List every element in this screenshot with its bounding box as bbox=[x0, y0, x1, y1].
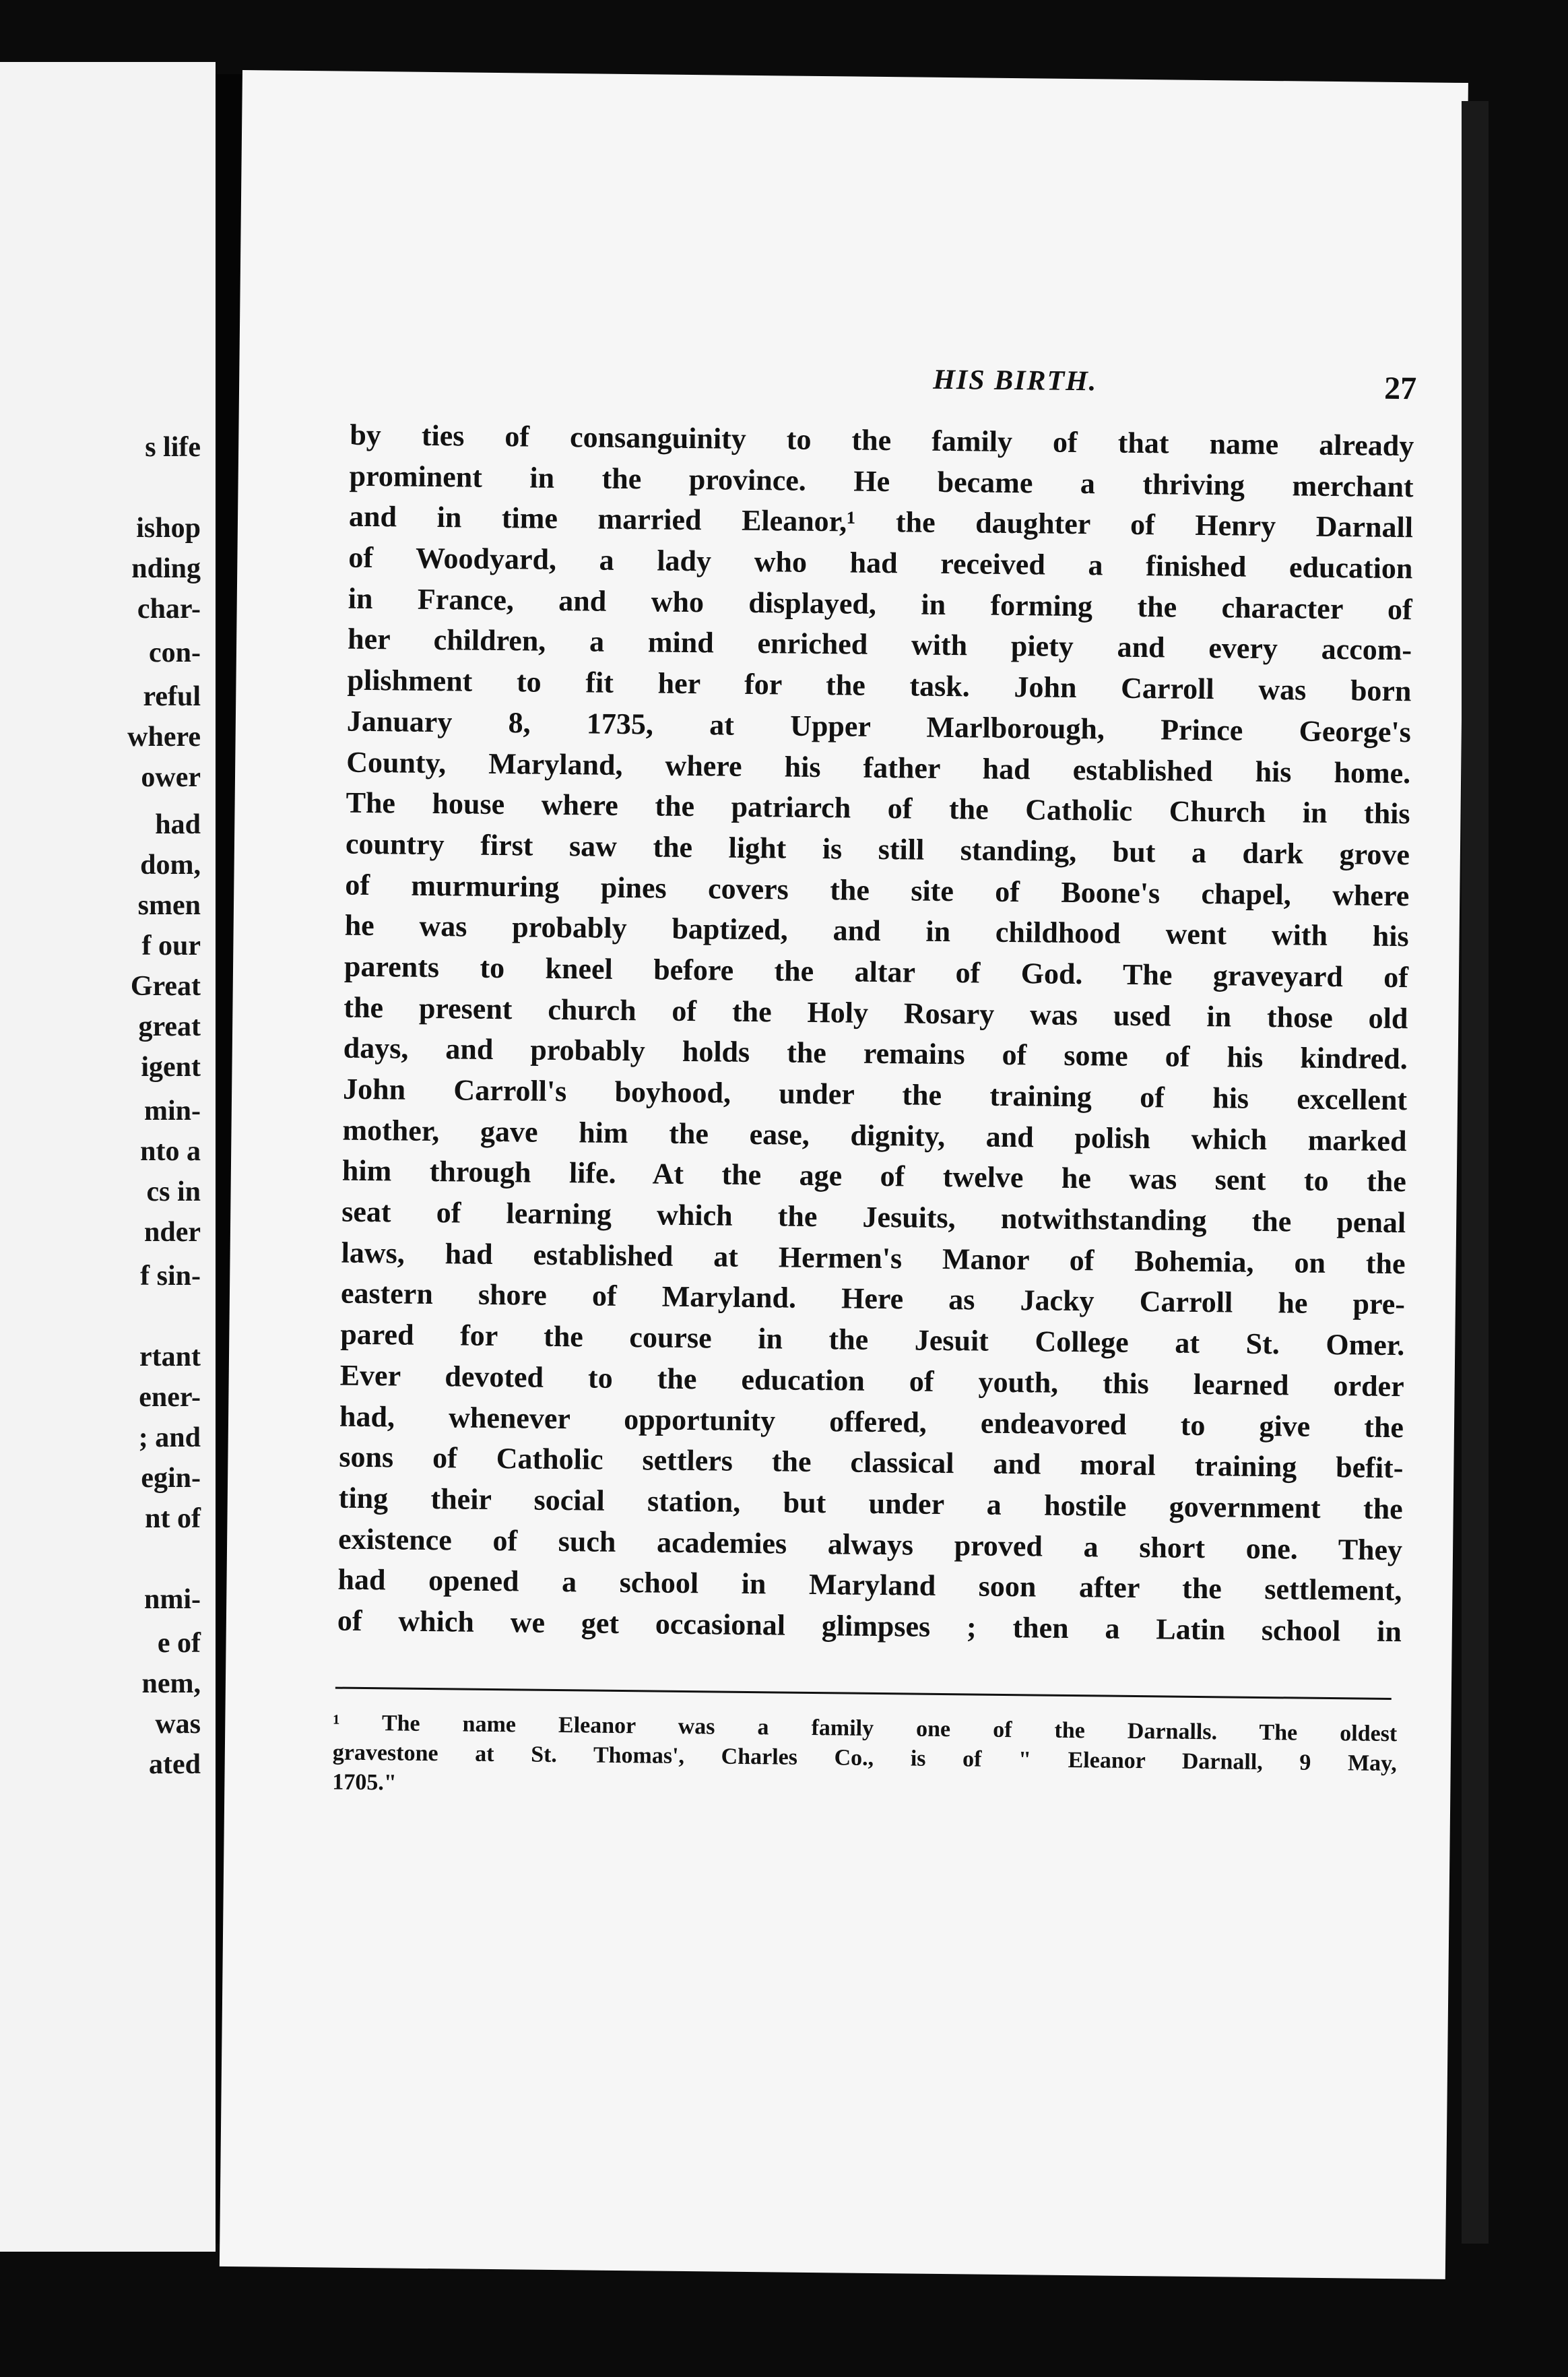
body-line: him through life. At the age of twelve he was sent to the bbox=[341, 1154, 1407, 1199]
left-page-fragment: f sin- bbox=[140, 1261, 201, 1292]
left-page-fragment: smen bbox=[137, 890, 201, 921]
body-line: ting their social station, but under a hostile government the bbox=[338, 1481, 1403, 1526]
body-line: her children, a mind enriched with piety and every accom- bbox=[347, 623, 1412, 667]
left-page-fragment: reful bbox=[143, 681, 201, 712]
body-line: of murmuring pines covers the site of Boone's chapel, where bbox=[345, 868, 1410, 912]
footnote-line: 1705." bbox=[332, 1769, 397, 1796]
left-page-fragment: ishop bbox=[136, 513, 201, 544]
left-page-fragment: e of bbox=[157, 1628, 201, 1659]
footnote-line: gravestone at St. Thomas', Charles Co., is of " Eleanor Darnall, 9 May, bbox=[332, 1740, 1397, 1777]
left-page-fragment: egin- bbox=[141, 1463, 201, 1494]
body-line: he was probably baptized, and in childhood went with his bbox=[344, 908, 1409, 953]
body-line: had opened a school in Maryland soon after the settlement, bbox=[337, 1562, 1402, 1608]
page-number: 27 bbox=[1383, 370, 1417, 407]
left-page-fragment: ener- bbox=[139, 1382, 201, 1413]
left-page-fragment: ower bbox=[141, 762, 201, 793]
body-line: County, Maryland, where his father had established his home. bbox=[346, 745, 1411, 790]
body-line: The house where the patriarch of the Catholic Church in this bbox=[346, 786, 1410, 831]
body-line: mother, gave him the ease, dignity, and polish which marked bbox=[342, 1113, 1407, 1158]
left-page-fragment: nmi- bbox=[144, 1584, 201, 1615]
body-line: of Woodyard, a lady who had received a finished education bbox=[348, 540, 1413, 585]
body-line: Ever devoted to the education of youth, this learned order bbox=[339, 1358, 1404, 1403]
left-page-fragment: cs in bbox=[146, 1176, 201, 1207]
body-line: and in time married Eleanor,¹ the daughter of Henry Darnall bbox=[348, 500, 1414, 544]
body-line: eastern shore of Maryland. Here as Jacky Carroll he pre- bbox=[340, 1277, 1406, 1321]
body-line: prominent in the province. He became a thriving merchant bbox=[349, 459, 1414, 503]
running-title: HIS BIRTH. bbox=[933, 364, 1098, 398]
body-text bbox=[337, 415, 1414, 1653]
left-page-fragment: igent bbox=[141, 1052, 201, 1083]
left-page-fragment: ated bbox=[149, 1749, 201, 1780]
left-page-fragment: Great bbox=[130, 971, 201, 1002]
left-page-fragment: where bbox=[127, 722, 201, 753]
body-line: in France, and who displayed, in forming the character of bbox=[348, 581, 1412, 626]
body-line: had, whenever opportunity offered, endeavored to give the bbox=[339, 1399, 1404, 1444]
left-page-fragment: dom, bbox=[140, 850, 201, 881]
body-line: January 8, 1735, at Upper Marlborough, Prince George's bbox=[346, 704, 1412, 749]
left-page-fragment: nt of bbox=[145, 1503, 201, 1534]
left-page-fragment: rtant bbox=[139, 1341, 201, 1372]
body-line: pared for the course in the Jesuit College at St. Omer. bbox=[340, 1317, 1405, 1362]
page-stack-edge bbox=[1462, 101, 1489, 2244]
body-line: by ties of consanguinity to the family of that name already bbox=[350, 418, 1414, 463]
left-page-fragment: great bbox=[138, 1011, 201, 1042]
body-line: seat of learning which the Jesuits, notwithstanding the penal bbox=[341, 1195, 1406, 1240]
left-page-fragment: ; and bbox=[138, 1422, 201, 1453]
body-line: sons of Catholic settlers the classical and moral training befit- bbox=[339, 1440, 1404, 1485]
body-line: existence of such academies always proved a short one. They bbox=[337, 1522, 1403, 1566]
footnote bbox=[332, 1709, 1397, 1809]
left-page-fragment: nder bbox=[144, 1217, 201, 1248]
left-page-fragment: was bbox=[155, 1709, 201, 1740]
left-page-fragment: f our bbox=[141, 930, 201, 961]
left-page-edge bbox=[0, 62, 216, 2252]
left-page-fragment: had bbox=[155, 809, 201, 840]
left-page-fragment: con- bbox=[149, 637, 201, 668]
left-page-fragment: s life bbox=[145, 432, 201, 463]
footnote-line: ¹ The name Eleanor was a family one of the Darnalls. The oldest bbox=[333, 1710, 1398, 1747]
body-line: laws, had established at Hermen's Manor of Bohemia, on the bbox=[341, 1236, 1406, 1280]
book-page bbox=[220, 70, 1468, 2279]
body-line: parents to kneel before the altar of God. The graveyard of bbox=[344, 949, 1409, 994]
body-line: John Carroll's boyhood, under the training of his excellent bbox=[342, 1072, 1408, 1117]
left-page-fragment: min- bbox=[144, 1096, 201, 1127]
body-line: plishment to fit her for the task. John Carroll was born bbox=[347, 663, 1412, 708]
left-page-fragment: char- bbox=[137, 594, 201, 625]
left-page-fragment: nto a bbox=[140, 1136, 201, 1167]
left-page-fragment: nding bbox=[131, 553, 201, 584]
body-line: the present church of the Holy Rosary was used in those old bbox=[344, 990, 1408, 1035]
body-line: days, and probably holds the remains of some of his kindred. bbox=[343, 1031, 1408, 1076]
left-page-fragment: nem, bbox=[141, 1668, 201, 1699]
body-line: country first saw the light is still standing, but a dark grove bbox=[345, 827, 1410, 872]
footnote-rule bbox=[335, 1687, 1392, 1700]
body-line: of which we get occasional glimpses ; then a Latin school in bbox=[337, 1604, 1402, 1649]
